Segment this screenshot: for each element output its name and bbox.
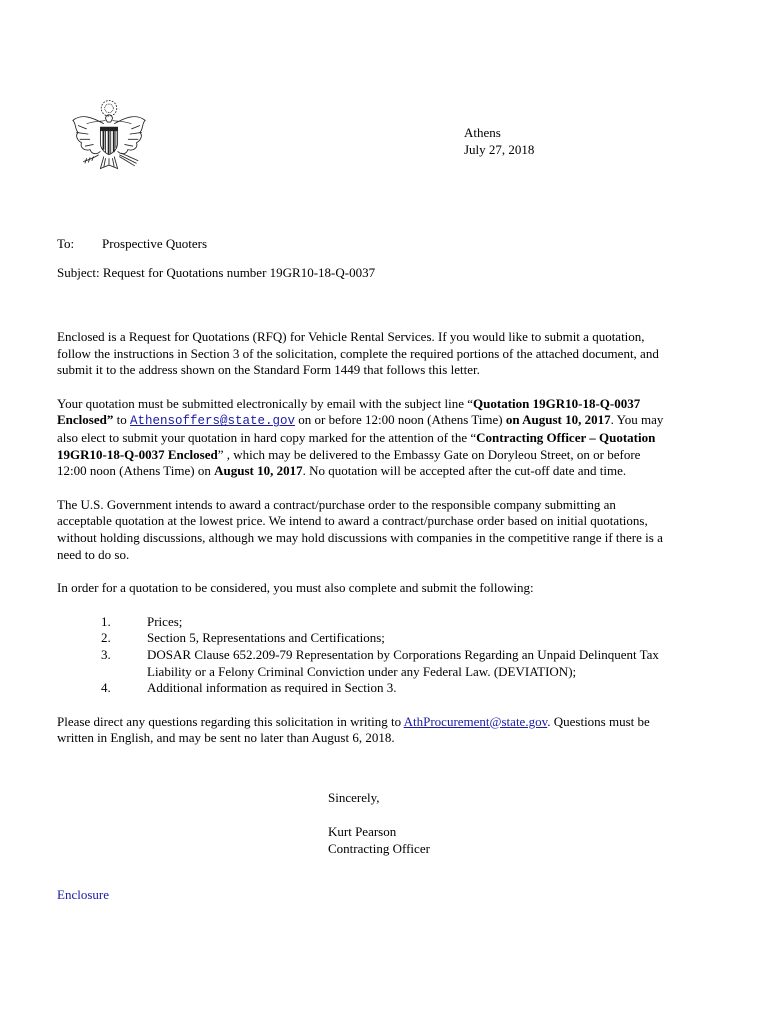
list-item: 4. Additional information as required in Section 3. <box>101 680 397 696</box>
recipient-line <box>57 235 207 252</box>
signer-name: Kurt Pearson <box>328 824 397 839</box>
list-item: 2. Section 5, Representations and Certifications; <box>101 630 385 646</box>
enclosure-link[interactable]: Enclosure <box>57 887 109 902</box>
place: Athens <box>464 125 501 140</box>
signer-title: Contracting Officer <box>328 841 430 856</box>
athens-offers-email-link[interactable]: Athensoffers@state.gov <box>129 414 295 429</box>
closing-block <box>328 789 430 857</box>
paragraph-questions: Please direct any questions regarding this solicitation in writing to AthProcurement@state.gov. Questions must be written in English, and may be sent no later than August 6, 2018. <box>57 713 650 746</box>
list-item: 3. DOSAR Clause 652.209-79 Representation by Corporations Regarding an Unpaid Delinquent Tax Liability or a Felony Criminal Conviction under any Federal Law. (DEVIATION); <box>101 646 659 679</box>
letter-body <box>57 329 665 764</box>
list-item: 1. Prices; <box>101 613 183 629</box>
to-label: To: <box>57 236 75 251</box>
paragraph-requirements: In order for a quotation to be considered, you must also complete and submit the following: <box>57 580 534 596</box>
place-date-block <box>464 124 534 158</box>
paragraph-intro: Enclosed is a Request for Quotations (RFQ) for Vehicle Rental Services. If you would like to submit a quotation, follow the instructions in Section 3 of the solicitation, complete the required portions of the attached document, and submit it to the address shown on the Standard Form 1449 that follows this letter. <box>57 329 659 378</box>
us-great-seal-icon <box>66 98 152 184</box>
procurement-email-link[interactable]: AthProcurement@state.gov <box>403 713 548 729</box>
requirements-list <box>57 614 665 697</box>
paragraph-award: The U.S. Government intends to award a contract/purchase order to the responsible company submitting an acceptable quotation at the lowest price. We intend to award a contract/purchase order based on initial quotations, without holding discussions, although we may hold discussions with companies in the competitive range if there is a need to do so. <box>57 496 663 562</box>
paragraph-submission: Your quotation must be submitted electronically by email with the subject line “Quotation 19GR10-18-Q-0037 Enclosed” to Athensoffers@state.gov on or before 12:00 noon (Athens Time) on August 10, 2017. You may also elect to submit your quotation in hard copy marked for the attention of the “Contracting Officer – Quotation 19GR10-18-Q-0037 Enclosed” , which may be delivered to the Embassy Gate on Doryleou Street, on or before 12:00 noon (Athens Time) on August 10, 2017. No quotation will be accepted after the cut-off date and time. <box>57 395 664 479</box>
salutation: Sincerely, <box>328 790 380 805</box>
subject-line: Subject: Request for Quotations number 19GR10-18-Q-0037 <box>57 265 376 280</box>
letter-date: July 27, 2018 <box>464 142 535 157</box>
recipient: Prospective Quoters <box>102 236 208 251</box>
